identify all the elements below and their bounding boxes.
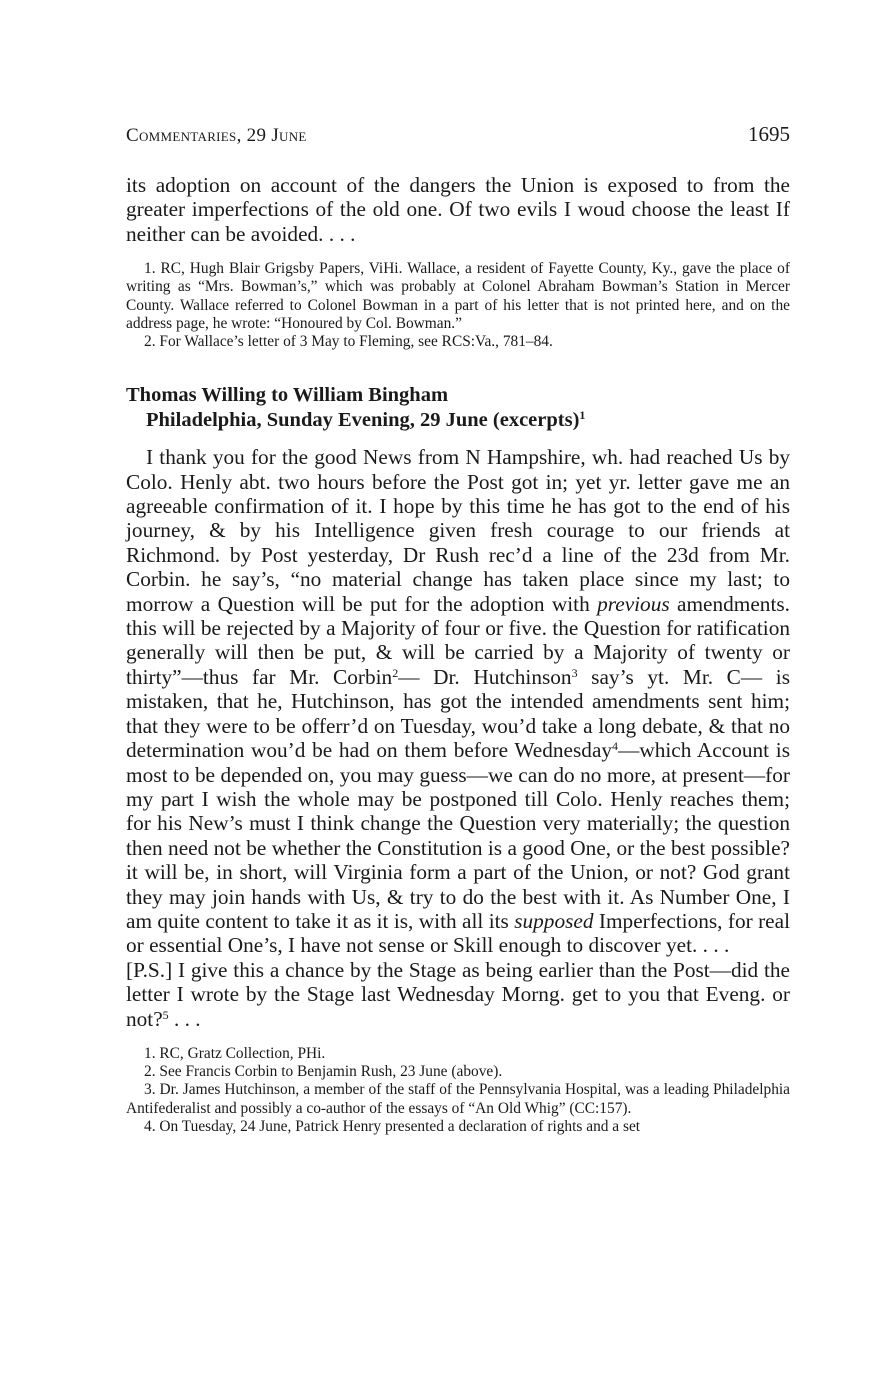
postscript-text: [P.S.] I give this a chance by the Stage as being earlier than the Post—did the letter I wrote by the Stage last Wednesday Morng. get to you that Eveng. or not? — [126, 957, 790, 1031]
letter-footnote-3: 3. Dr. James Hutchinson, a member of the staff of the Pennsylvania Hospital, was a leading Philadelphia Antifederalist and possibly a co-author of the essays of “An Old Whig” (CC:157). — [126, 1081, 790, 1117]
letter-footnote-1: 1. RC, Gratz Collection, PHi. — [144, 1044, 326, 1062]
document-subtitle — [126, 408, 790, 433]
postscript — [126, 958, 790, 1031]
footnote-ref-1: 1 — [579, 408, 586, 423]
italic-previous: previous — [597, 591, 670, 616]
footnote-ref-5: 5 — [162, 1007, 169, 1022]
letter-paragraph — [126, 445, 790, 958]
page-number: 1695 — [748, 122, 790, 146]
footnote-ref-4: 4 — [612, 739, 619, 754]
running-head — [126, 122, 790, 162]
book-page — [126, 122, 790, 1136]
letter-text-f: Imperfections, for real or essential One’s, I have not sense or Skill enough to discover yet. . . . — [126, 908, 791, 958]
footnote-ref-2: 2 — [392, 665, 399, 680]
running-head-title: Commentaries, 29 June — [126, 125, 307, 146]
letter-text-e: —which Account is most to be depended on, you may guess—we can do no more, at present—for my part I wish the whole may be postponed till Colo. Henly reaches them; for his New’s must I think change the Question very materially; the question then need not be whether the Constitution is a good One, or the best possible? it will be, in short, will Virginia form a part of the Union, or not? God grant they may join hands with Us, & try to do the best with it. As Number One, I am quite content to take it as it is, with all its — [126, 738, 790, 933]
document-title: Thomas Willing to William Bingham — [126, 384, 449, 407]
footnote-1: 1. RC, Hugh Blair Grigsby Papers, ViHi. Wallace, a resident of Fayette County, Ky., gave the place of writing as “Mrs. Bowman’s,” which was probably at Colonel Abraham Bowman’s Station in Mercer County. Wallace referred to Colonel Bowman in a part of his letter that is not printed here, and on the address page, he wrote: “Honoured by Col. Bowman.” — [126, 260, 790, 332]
letter-footnote-2: 2. See Francis Corbin to Benjamin Rush, 23 June (above). — [144, 1063, 503, 1081]
footnotes-letter — [126, 1045, 790, 1136]
document-heading — [126, 383, 790, 433]
footnote-ref-3: 3 — [571, 665, 578, 680]
letter-text-d: say’s yt. Mr. C— is mistaken, that he, Hutchinson, has got the intended amendments sent him; that they were to be offerr’d on Tuesday, wou’d take a long debate, & that no determination wou’d be had on them before Wednesday — [126, 664, 790, 763]
document-subtitle-text: Philadelphia, Sunday Evening, 29 June (excerpts) — [146, 409, 580, 432]
letter-footnote-4: 4. On Tuesday, 24 June, Patrick Henry presented a declaration of rights and a set — [144, 1117, 641, 1135]
italic-supposed: supposed — [514, 908, 594, 933]
footnotes-previous-document — [126, 260, 790, 351]
postscript-ellipsis: . . . — [168, 1006, 201, 1031]
continued-paragraph: its adoption on account of the dangers the Union is exposed to from the greater imperfections of the old one. Of two evils I woud choose the least If neither can be avoided. . . . — [126, 173, 790, 246]
letter-text-a: I thank you for the good News from N Hampshire, wh. had reached Us by Colo. Henly abt. two hours before the Post got in; yet yr. letter gave me an agreeable confirmation of it. I hope by this time he has got to the end of his journey, & by his Intelligence given fresh courage to our friends at Richmond. by Post yesterday, Dr Rush rec’d a line of the 23d from Mr. Corbin. he say’s, “no material change has taken place since my last; to morrow a Question will be put for the adoption with — [126, 445, 790, 616]
letter-text-b: amendments. this will be rejected by a Majority of four or five. the Question for ratification generally will then be put, & will be carried by a Majority of twenty or thirty”—thus far Mr. Corbin — [126, 591, 790, 689]
footnote-2: 2. For Wallace’s letter of 3 May to Fleming, see RCS:Va., 781–84. — [144, 333, 553, 351]
letter-text-c: — Dr. Hutchinson — [398, 664, 572, 689]
